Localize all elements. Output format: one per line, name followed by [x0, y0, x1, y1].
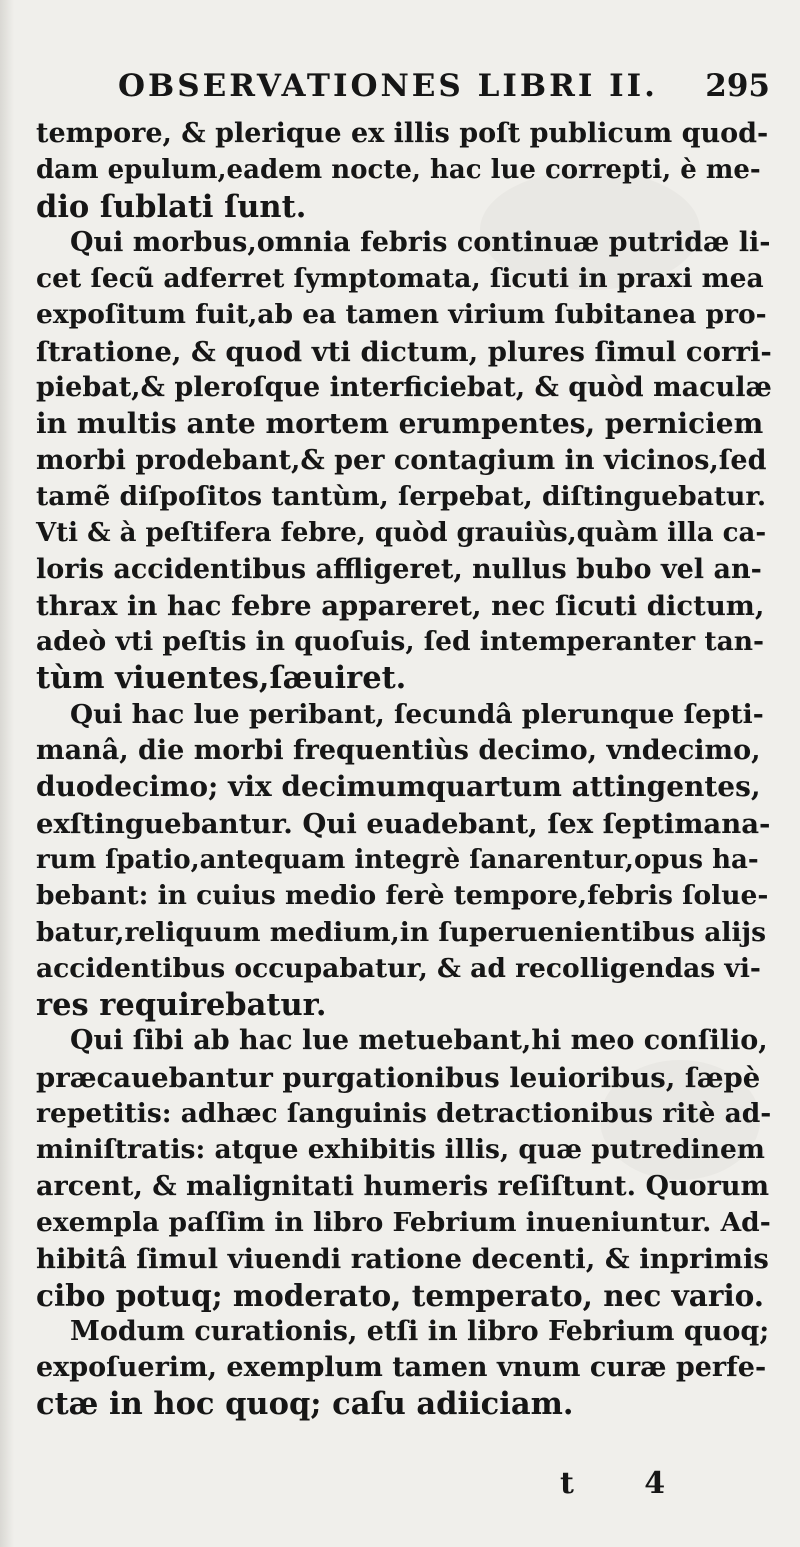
- text-line: accidentibus occupabatur, & ad recolligendas vi-: [36, 952, 761, 984]
- text-line: expoſitum fuit,ab ea tamen virium ſubitanea pro-: [36, 299, 767, 331]
- text-line: thrax in hac febre appareret, nec ſicuti dictum,: [36, 589, 765, 622]
- signature-mark: t 4: [560, 1466, 696, 1501]
- text-line: bebant: in cuius medio ferè tempore,febris ſolue-: [36, 880, 769, 912]
- text-line: præcauebantur purgationibus leuioribus, ſæpè: [36, 1061, 761, 1094]
- text-line: cet ſecũ adferret ſymptomata, ſicuti in praxi mea: [36, 263, 764, 295]
- text-line: in multis ante mortem erumpentes, perniciem: [36, 407, 764, 441]
- text-line: tempore, & plerique ex illis poſt publicum quod-: [36, 118, 769, 149]
- text-line: dio ſublati ſunt.: [36, 188, 307, 225]
- text-line: manâ, die morbi frequentiùs decimo, vndecimo,: [36, 735, 761, 767]
- page-header: [118, 68, 770, 112]
- text-line: adeò vti peſtis in quoſuis, ſed intemperanter tan-: [36, 626, 765, 658]
- text-line: arcent, & malignitati humeris reſiſtunt. Quorum: [36, 1170, 770, 1202]
- text-line: duodecimo; vix decimumquartum attingentes,: [36, 770, 761, 804]
- text-line: ſtratione, & quod vti dictum, plures ſimul corri-: [36, 335, 772, 368]
- text-line: miniſtratis: atque exhibitis illis, quæ putredinem: [36, 1134, 765, 1166]
- text-line: piebat,& pleroſque interficiebat, & quòd maculæ: [36, 372, 772, 404]
- text-line: morbi prodebant,& per contagium in vicinos,ſed: [36, 444, 767, 476]
- body-text: [36, 116, 772, 1423]
- text-line: hibitâ ſimul viuendi ratione decenti, & inprimis: [36, 1243, 769, 1276]
- text-line: cibo potuq; moderato, temperato, nec vario.: [36, 1277, 765, 1313]
- text-line: batur,reliquum medium,in ſuperuenientibus alijs: [36, 916, 767, 948]
- paragraph-first-line: Qui ſibi ab hac lue metuebant,hi meo conſilio,: [70, 1025, 768, 1057]
- text-line: tùm viuentes,ſæuiret.: [36, 660, 407, 697]
- text-line: loris accidentibus affligeret, nullus bubo vel an-: [36, 553, 762, 585]
- page-gutter-shadow: [0, 0, 14, 1547]
- text-line: exempla paſſim in libro Febrium inueniuntur. Ad-: [36, 1206, 771, 1238]
- running-title: OBSERVATIONES LIBRI II.: [118, 68, 658, 104]
- text-line: tamẽ diſpoſitos tantùm, ſerpebat, diſtinguebatur.: [36, 480, 767, 512]
- text-line: exſtinguebantur. Qui euadebant, ſex ſeptimana-: [36, 807, 771, 840]
- page-number: 295: [705, 68, 770, 104]
- text-line: dam epulum,eadem nocte, hac lue correpti, è me-: [36, 155, 761, 186]
- text-line: res requirebatur.: [36, 987, 327, 1024]
- text-line: Vti & à peſtifera febre, quòd grauiùs,quàm illa ca-: [36, 518, 767, 549]
- paragraph-first-line: Qui hac lue peribant, ſecundâ plerunque ſepti-: [70, 698, 764, 730]
- paragraph-first-line: Modum curationis, etſi in libro Febrium quoq;: [70, 1315, 770, 1347]
- paragraph-first-line: Qui morbus,omnia febris continuæ putridæ li-: [70, 226, 771, 258]
- text-line: expoſuerim, exemplum tamen vnum curæ perfe-: [36, 1352, 767, 1384]
- text-line: rum ſpatio,antequam integrè ſanarentur,opus ha-: [36, 844, 759, 875]
- text-line: ctæ in hoc quoq; caſu adiiciam.: [36, 1386, 574, 1423]
- text-line: repetitis: adhæc ſanguinis detractionibus ritè ad-: [36, 1098, 772, 1130]
